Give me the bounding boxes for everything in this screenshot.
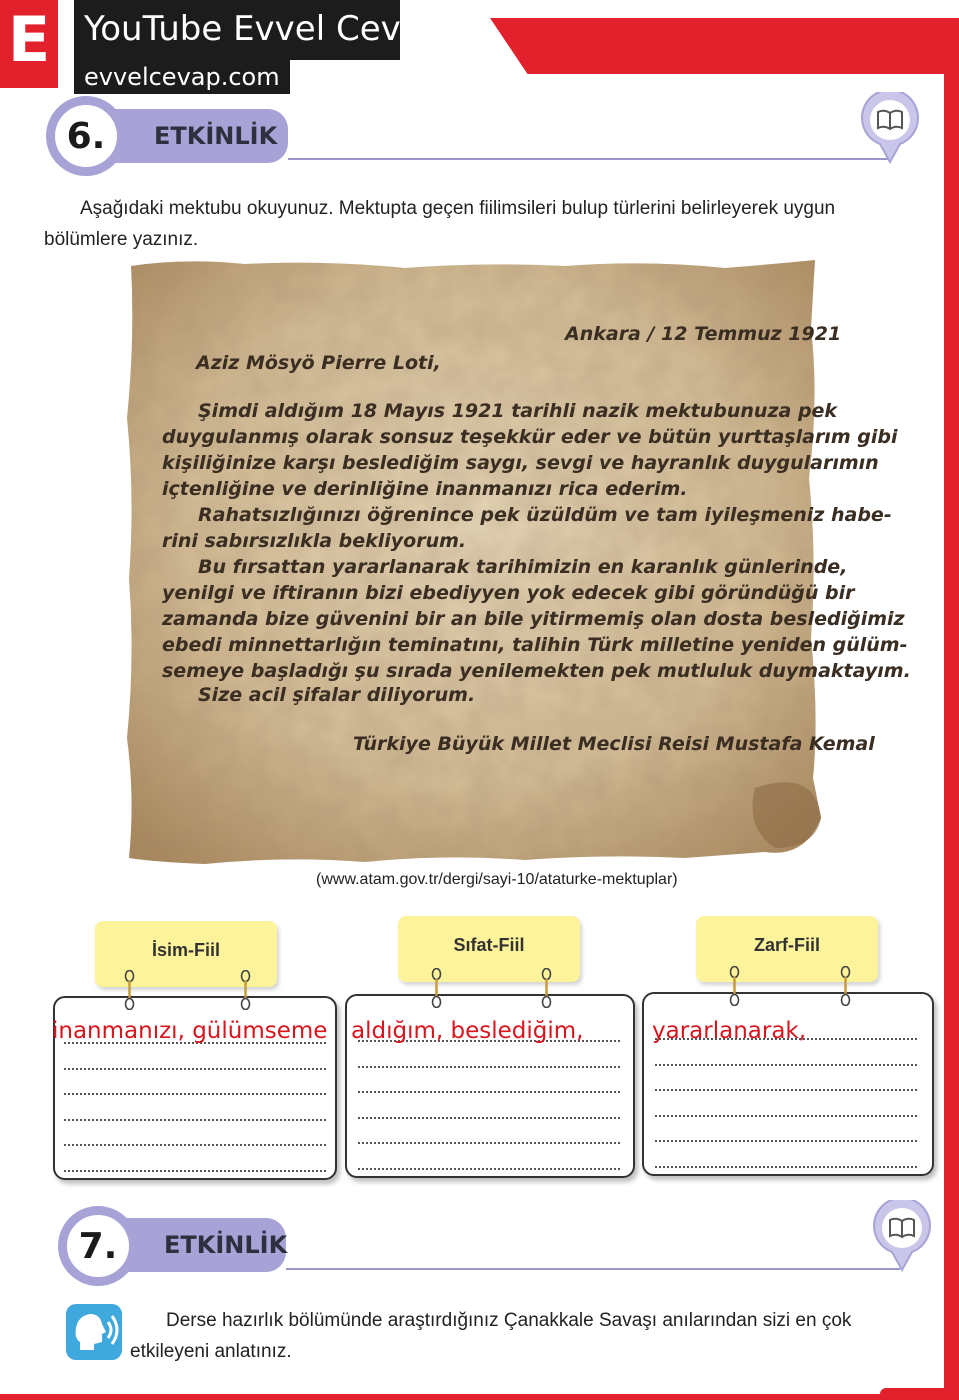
activity6-title: ETKİNLİK: [154, 122, 278, 150]
writing-line: [64, 1170, 326, 1172]
binder-ring: [840, 966, 851, 1006]
writing-line: [655, 1089, 917, 1091]
letter-line: Rahatsızlığınızı öğrenince pek üzüldüm ve tam iyileşmeniz habe-: [198, 504, 892, 526]
binder-ring: [431, 968, 442, 1008]
activity7-number: 7.: [58, 1206, 138, 1286]
speaking-icon: [66, 1304, 122, 1360]
letter-line: zamanda bize güvenini bir an bile yitirmemiş olan dosta beslediğimiz: [162, 608, 905, 630]
writing-line: [655, 1064, 917, 1066]
instruction-line: Aşağıdaki mektubu okuyunuz. Mektupta geçen fiilimsileri bulup türlerini belirleyerek uygun: [80, 198, 836, 219]
letter-line: Şimdi aldığım 18 Mayıs 1921 tarihli nazik mektubunuza pek: [198, 400, 838, 422]
letter-line: yenilgi ve iftiranın bizi ebediyyen yok edecek gibi göründüğü bir: [162, 582, 855, 604]
binder-ring: [541, 968, 552, 1008]
bottom-red-border: [0, 1394, 959, 1400]
writing-line: [655, 1166, 917, 1168]
writing-line: [358, 1091, 620, 1093]
letter-line: rini sabırsızlıkla bekliyorum.: [162, 530, 467, 552]
letter-line: duygulanmış olarak sonsuz teşekkür eder ve bütün yurttaşlarım gibi: [162, 426, 898, 448]
activity6-instruction: [44, 193, 904, 255]
letter-line: Size acil şifalar diliyorum.: [198, 684, 476, 706]
activity7-rule: [286, 1268, 900, 1270]
binder-ring: [240, 970, 251, 1010]
channel-name: YouTube Evvel Cevap: [74, 0, 400, 60]
writing-line: [64, 1093, 326, 1095]
answer-zarf-fiil: yararlanarak,: [652, 1018, 807, 1044]
binder-ring: [124, 970, 135, 1010]
tag-zarf-fiil: Zarf-Fiil: [696, 916, 878, 982]
letter-line: kişiliğinize karşı beslediğim saygı, sevgi ve hayranlık duygularımın: [162, 452, 879, 474]
letter-salutation: Aziz Mösyö Pierre Loti,: [196, 352, 441, 374]
writing-line: [655, 1140, 917, 1142]
page-tab: [880, 1388, 950, 1400]
right-red-border: [944, 60, 959, 1400]
letter-line: içtenliğine ve derinliğine inanmanızı rica ederim.: [162, 478, 688, 500]
tag-isim-fiil: İsim-Fiil: [95, 921, 277, 987]
writing-line: [358, 1168, 620, 1170]
channel-logo: E: [0, 0, 58, 88]
tag-sifat-fiil: Sıfat-Fiil: [398, 916, 580, 982]
writing-line: [64, 1144, 326, 1146]
writing-line: [64, 1119, 326, 1121]
letter-line: semeye başladığı şu sırada yenilemekten pek mutluluk duymaktayım.: [162, 660, 911, 682]
book-icon: [860, 92, 920, 164]
activity6-number: 6.: [46, 96, 126, 176]
instruction-line: bölümlere yazınız.: [44, 229, 199, 250]
activity6-rule: [288, 158, 892, 160]
binder-ring: [729, 966, 740, 1006]
book-icon: [872, 1200, 932, 1272]
letter-line: Bu fırsattan yararlanarak tarihimizin en karanlık günlerinde,: [198, 556, 848, 578]
writing-line: [64, 1068, 326, 1070]
writing-line: [358, 1117, 620, 1119]
top-red-banner: [490, 18, 959, 74]
letter-line: ebedi minnettarlığın teminatını, talihin Türk milletine yeniden gülüm-: [162, 634, 908, 656]
letter-date: Ankara / 12 Temmuz 1921: [565, 323, 842, 345]
answer-sifat-fiil: aldığım, beslediğim,: [351, 1018, 584, 1044]
writing-line: [358, 1066, 620, 1068]
answer-isim-fiil: inanmanızı, gülümseme: [52, 1018, 328, 1044]
site-name: evvelcevap.com: [74, 60, 290, 94]
letter-source: (www.atam.gov.tr/dergi/sayi-10/ataturke-mektuplar): [316, 871, 678, 888]
writing-line: [358, 1142, 620, 1144]
letter-signature: Türkiye Büyük Millet Meclisi Reisi Mustafa Kemal: [353, 733, 875, 755]
instruction-line: etkileyeni anlatınız.: [130, 1341, 292, 1362]
writing-line: [655, 1115, 917, 1117]
activity7-instruction: [130, 1305, 910, 1367]
instruction-line: Derse hazırlık bölümünde araştırdığınız Çanakkale Savaşı anılarından sizi en çok: [166, 1310, 852, 1331]
activity7-title: ETKİNLİK: [164, 1231, 288, 1259]
